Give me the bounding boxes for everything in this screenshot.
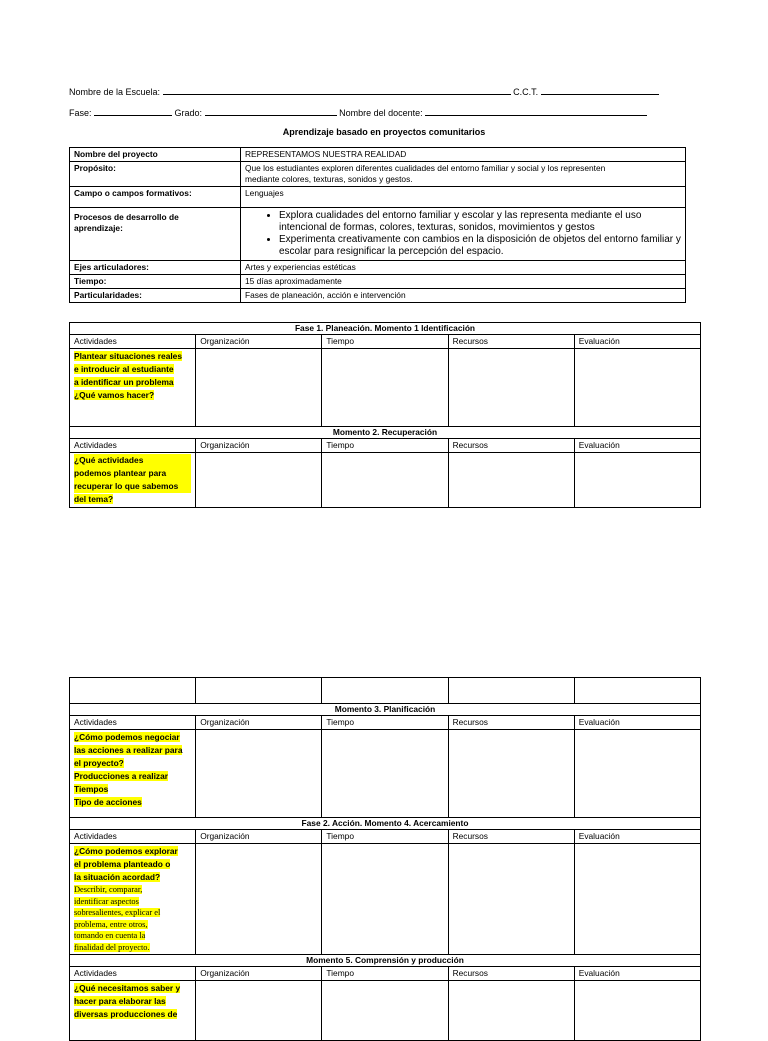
moment2-title: Momento 2. Recuperación [70, 427, 701, 439]
moment3-line: las acciones a realizar para [74, 745, 183, 755]
moment1-tiempo-cell[interactable] [322, 349, 448, 427]
document-title: Aprendizaje basado en proyectos comunitarios [282, 127, 486, 137]
moment4-serif-line: sobresalientes, explicar el [74, 908, 161, 917]
col-organizacion: Organización [196, 716, 322, 730]
moment4-line: el problema planteado o [74, 859, 171, 869]
project-info-table [69, 147, 686, 303]
fields-value: Lenguajes [241, 187, 686, 208]
fields-label: Campo o campos formativos: [70, 187, 241, 208]
moment3-line: Tiempos [74, 784, 109, 794]
teacher-field[interactable] [425, 107, 647, 116]
column-header-row [70, 716, 701, 730]
col-organizacion: Organización [196, 439, 322, 453]
phase1-moment1-title: Fase 1. Planeación. Momento 1 Identificación [70, 323, 701, 335]
moment2-organizacion-cell[interactable] [196, 453, 322, 508]
info-row-processes [70, 208, 686, 261]
moment4-recursos-cell[interactable] [448, 844, 574, 955]
column-header-row [70, 967, 701, 981]
moment4-serif-line: tomando en cuenta la [74, 931, 146, 940]
info-row-particulars [70, 289, 686, 303]
school-line [69, 86, 659, 97]
school-label: Nombre de la Escuela: [69, 87, 161, 97]
col-actividades: Actividades [70, 967, 196, 981]
moment4-serif-line: problema, entre otros, [74, 919, 148, 929]
col-actividades: Actividades [70, 716, 196, 730]
moment5-activities [70, 981, 196, 1041]
moment2-activities [70, 453, 196, 508]
moment1-line: Plantear situaciones reales [74, 351, 182, 361]
col-tiempo: Tiempo [322, 830, 448, 844]
col-tiempo: Tiempo [322, 439, 448, 453]
col-organizacion: Organización [196, 830, 322, 844]
moment2-tiempo-cell[interactable] [322, 453, 448, 508]
col-organizacion: Organización [196, 335, 322, 349]
moment3-line: Producciones a realizar [74, 771, 169, 781]
info-row-time [70, 275, 686, 289]
moment4-serif-line: finalidad del proyecto. [74, 942, 150, 952]
moment4-line: la situación acordad? [74, 872, 161, 882]
processes-label-2: aprendizaje: [74, 223, 123, 233]
moment5-row [70, 981, 701, 1041]
particulars-label: Particularidades: [70, 289, 241, 303]
moment5-tiempo-cell[interactable] [322, 981, 448, 1041]
moment5-line: hacer para elaborar las [74, 996, 166, 1006]
moment5-recursos-cell[interactable] [448, 981, 574, 1041]
empty-cell[interactable] [196, 678, 322, 704]
col-evaluacion: Evaluación [574, 830, 700, 844]
moment3-tiempo-cell[interactable] [322, 730, 448, 818]
project-name-value: REPRESENTAMOS NUESTRA REALIDAD [241, 148, 686, 162]
col-recursos: Recursos [448, 830, 574, 844]
moment1-evaluacion-cell[interactable] [574, 349, 700, 427]
purpose-line-2: mediante colores, texturas, sonidos y gestos. [245, 174, 413, 184]
moment1-organizacion-cell[interactable] [196, 349, 322, 427]
moment1-line: e introducir al estudiante [74, 364, 174, 374]
col-evaluacion: Evaluación [574, 439, 700, 453]
col-tiempo: Tiempo [322, 716, 448, 730]
processes-list [245, 210, 681, 258]
moment1-line: ¿Qué vamos hacer? [74, 390, 155, 400]
processes-label-1: Procesos de desarrollo de [74, 212, 179, 222]
moment3-evaluacion-cell[interactable] [574, 730, 700, 818]
moment4-organizacion-cell[interactable] [196, 844, 322, 955]
moment3-line: el proyecto? [74, 758, 124, 768]
cct-field[interactable] [541, 86, 659, 95]
phase-field[interactable] [94, 107, 172, 116]
col-evaluacion: Evaluación [574, 967, 700, 981]
time-value: 15 días aproximadamente [241, 275, 686, 289]
col-recursos: Recursos [448, 439, 574, 453]
moment2-line: podemos plantear para [74, 467, 191, 480]
col-actividades: Actividades [70, 335, 196, 349]
phase2-moment4-title: Fase 2. Acción. Momento 4. Acercamiento [70, 818, 701, 830]
moment5-evaluacion-cell[interactable] [574, 981, 700, 1041]
moment4-serif-line: identificar aspectos [74, 896, 139, 906]
empty-cell[interactable] [322, 678, 448, 704]
info-row-fields [70, 187, 686, 208]
processes-value [241, 208, 686, 261]
moment3-activities [70, 730, 196, 818]
moment2-evaluacion-cell[interactable] [574, 453, 700, 508]
moment3-title: Momento 3. Planificación [70, 704, 701, 716]
moment4-tiempo-cell[interactable] [322, 844, 448, 955]
moment4-row [70, 844, 701, 955]
moment2-line: del tema? [74, 494, 114, 504]
moment1-recursos-cell[interactable] [448, 349, 574, 427]
moment5-title: Momento 5. Comprensión y producción [70, 955, 701, 967]
process-item: • Experimenta creativamente con cambios en la disposición de objetos del entorno familiar y escolar para resignificar la percepción del espacio. [279, 234, 681, 258]
processes-label [70, 208, 241, 261]
moment4-activities [70, 844, 196, 955]
column-header-row [70, 335, 701, 349]
col-evaluacion: Evaluación [574, 716, 700, 730]
axes-value: Artes y experiencias estéticas [241, 261, 686, 275]
moment1-line: a identificar un problema [74, 377, 174, 387]
info-row-project [70, 148, 686, 162]
moment5-line: ¿Qué necesitamos saber y [74, 983, 181, 993]
moment2-line: ¿Qué actividades [74, 454, 191, 467]
grade-field[interactable] [205, 107, 337, 116]
teacher-label: Nombre del docente: [339, 108, 423, 118]
column-header-row [70, 439, 701, 453]
col-actividades: Actividades [70, 830, 196, 844]
phase-label: Fase: [69, 108, 92, 118]
col-evaluacion: Evaluación [574, 335, 700, 349]
process-item: • Explora cualidades del entorno familiar y escolar y las representa mediante el uso intencional de formas, colores, texturas, sonidos, movimientos y gestos [279, 210, 681, 234]
moment1-row [70, 349, 701, 427]
info-row-axes [70, 261, 686, 275]
time-label: Tiempo: [70, 275, 241, 289]
phase-line [69, 107, 647, 118]
moment3-organizacion-cell[interactable] [196, 730, 322, 818]
column-header-row [70, 830, 701, 844]
col-recursos: Recursos [448, 967, 574, 981]
moment3-line: ¿Cómo podemos negociar [74, 732, 180, 742]
project-name-label: Nombre del proyecto [70, 148, 241, 162]
activities-table-2 [69, 677, 701, 1041]
moment5-organizacion-cell[interactable] [196, 981, 322, 1041]
purpose-line-1: Que los estudiantes exploren diferentes cualidades del entorno familiar y social y los representen [245, 163, 606, 173]
moment4-line: ¿Cómo podemos explorar [74, 846, 178, 856]
moment2-line: recuperar lo que sabemos [74, 480, 191, 493]
moment5-line: diversas producciones de [74, 1009, 178, 1019]
activities-table-1 [69, 322, 701, 508]
particulars-value: Fases de planeación, acción e intervención [241, 289, 686, 303]
col-tiempo: Tiempo [322, 967, 448, 981]
empty-cell[interactable] [574, 678, 700, 704]
purpose-value [241, 162, 686, 187]
moment3-line: Tipo de acciones [74, 797, 142, 807]
purpose-label: Propósito: [70, 162, 241, 187]
moment3-recursos-cell[interactable] [448, 730, 574, 818]
moment2-recursos-cell[interactable] [448, 453, 574, 508]
moment2-row [70, 453, 701, 508]
moment4-serif-line: Describir, comparar, [74, 885, 143, 894]
col-recursos: Recursos [448, 335, 574, 349]
cct-label: C.C.T. [513, 87, 539, 97]
school-field[interactable] [163, 86, 511, 95]
col-actividades: Actividades [70, 439, 196, 453]
col-recursos: Recursos [448, 716, 574, 730]
col-organizacion: Organización [196, 967, 322, 981]
moment3-row [70, 730, 701, 818]
axes-label: Ejes articuladores: [70, 261, 241, 275]
empty-row [70, 678, 701, 704]
grade-label: Grado: [174, 108, 203, 118]
col-tiempo: Tiempo [322, 335, 448, 349]
moment4-evaluacion-cell[interactable] [574, 844, 700, 955]
empty-cell[interactable] [70, 678, 196, 704]
moment1-activities [70, 349, 196, 427]
info-row-purpose [70, 162, 686, 187]
empty-cell[interactable] [448, 678, 574, 704]
